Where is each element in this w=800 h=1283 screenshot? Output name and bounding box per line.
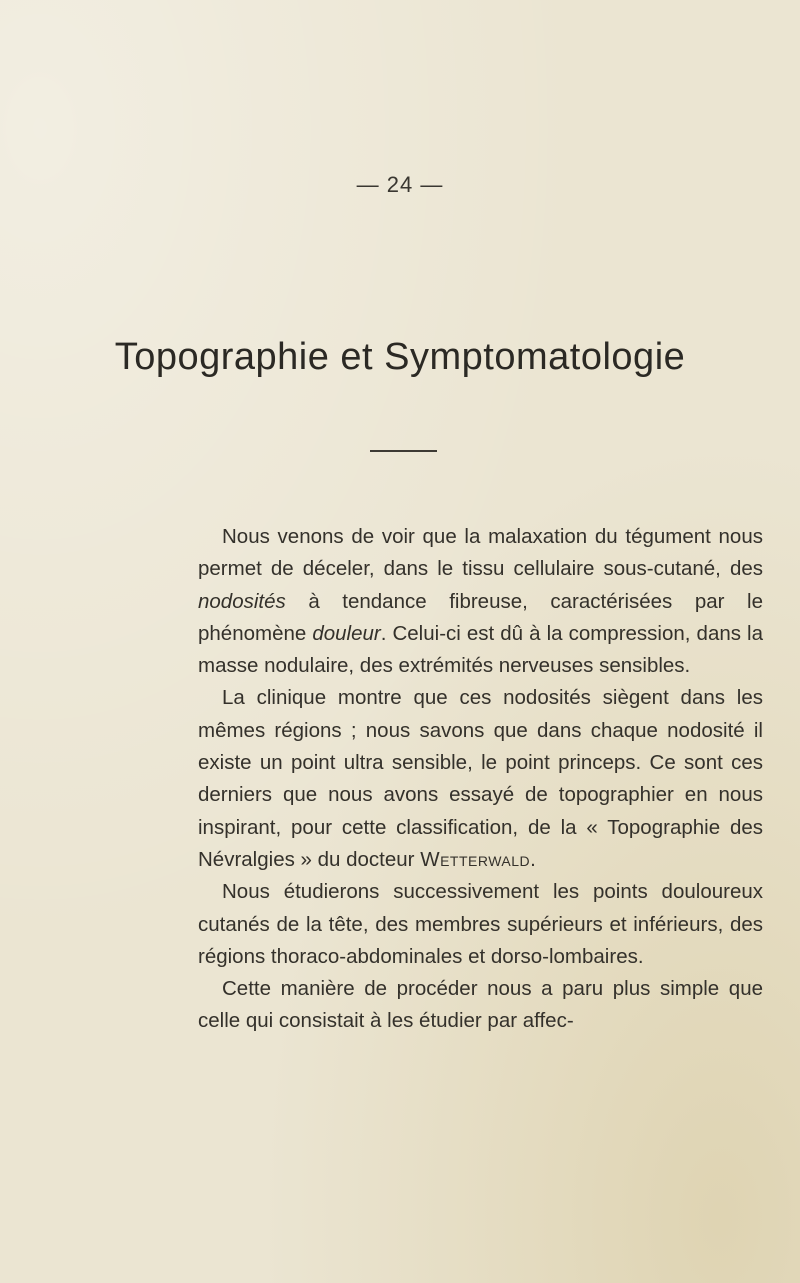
paragraph-4-text: Cette manière de procéder nous a paru plus simple que celle qui consistait à les étudier par affec-	[198, 977, 763, 1033]
chapter-title: Topographie et Symptomatologie	[114, 336, 686, 378]
page-number: — 24 —	[356, 172, 444, 197]
title-divider-rule	[370, 450, 437, 452]
paragraph-2-text-a: La clinique montre que ces nodosités siègent dans les mêmes régions ; nous savons que dans chaque nodosité il existe un point ultra sensible, le point princeps. Ce sont ces derniers que nous avons essayé de topographier en nous inspirant, pour cette classification, de la « Topographie des Névralgies » du docteur	[198, 686, 763, 871]
paragraph-1-text-c: . Celui-ci est dû à la compression, dans la masse nodulaire, des extrémités nerveuses sensibles.	[198, 621, 763, 678]
paragraph-4	[198, 973, 763, 1038]
paragraph-2-text-b: .	[530, 847, 536, 871]
paragraph-1-text-a: Nous venons de voir que la malaxation du tégument nous permet de déceler, dans le tissu cellulaire sous-cutané, des	[198, 525, 763, 581]
term-douleur: douleur	[312, 621, 381, 645]
body-text	[198, 521, 763, 1038]
paragraph-2	[198, 682, 763, 876]
author-name-wetterwald: Wetterwald	[420, 847, 531, 871]
paragraph-3-text: Nous étudierons successivement les points douloureux cutanés de la tête, des membres supérieurs et inférieurs, des régions thoraco-abdominales et dorso-lombaires.	[198, 880, 763, 968]
paragraph-1	[198, 521, 763, 682]
paragraph-1-text-b: à tendance fibreuse, caractérisées par le phénomène	[198, 589, 763, 645]
paragraph-3	[198, 876, 763, 973]
term-nodosites: nodosités	[198, 589, 286, 613]
